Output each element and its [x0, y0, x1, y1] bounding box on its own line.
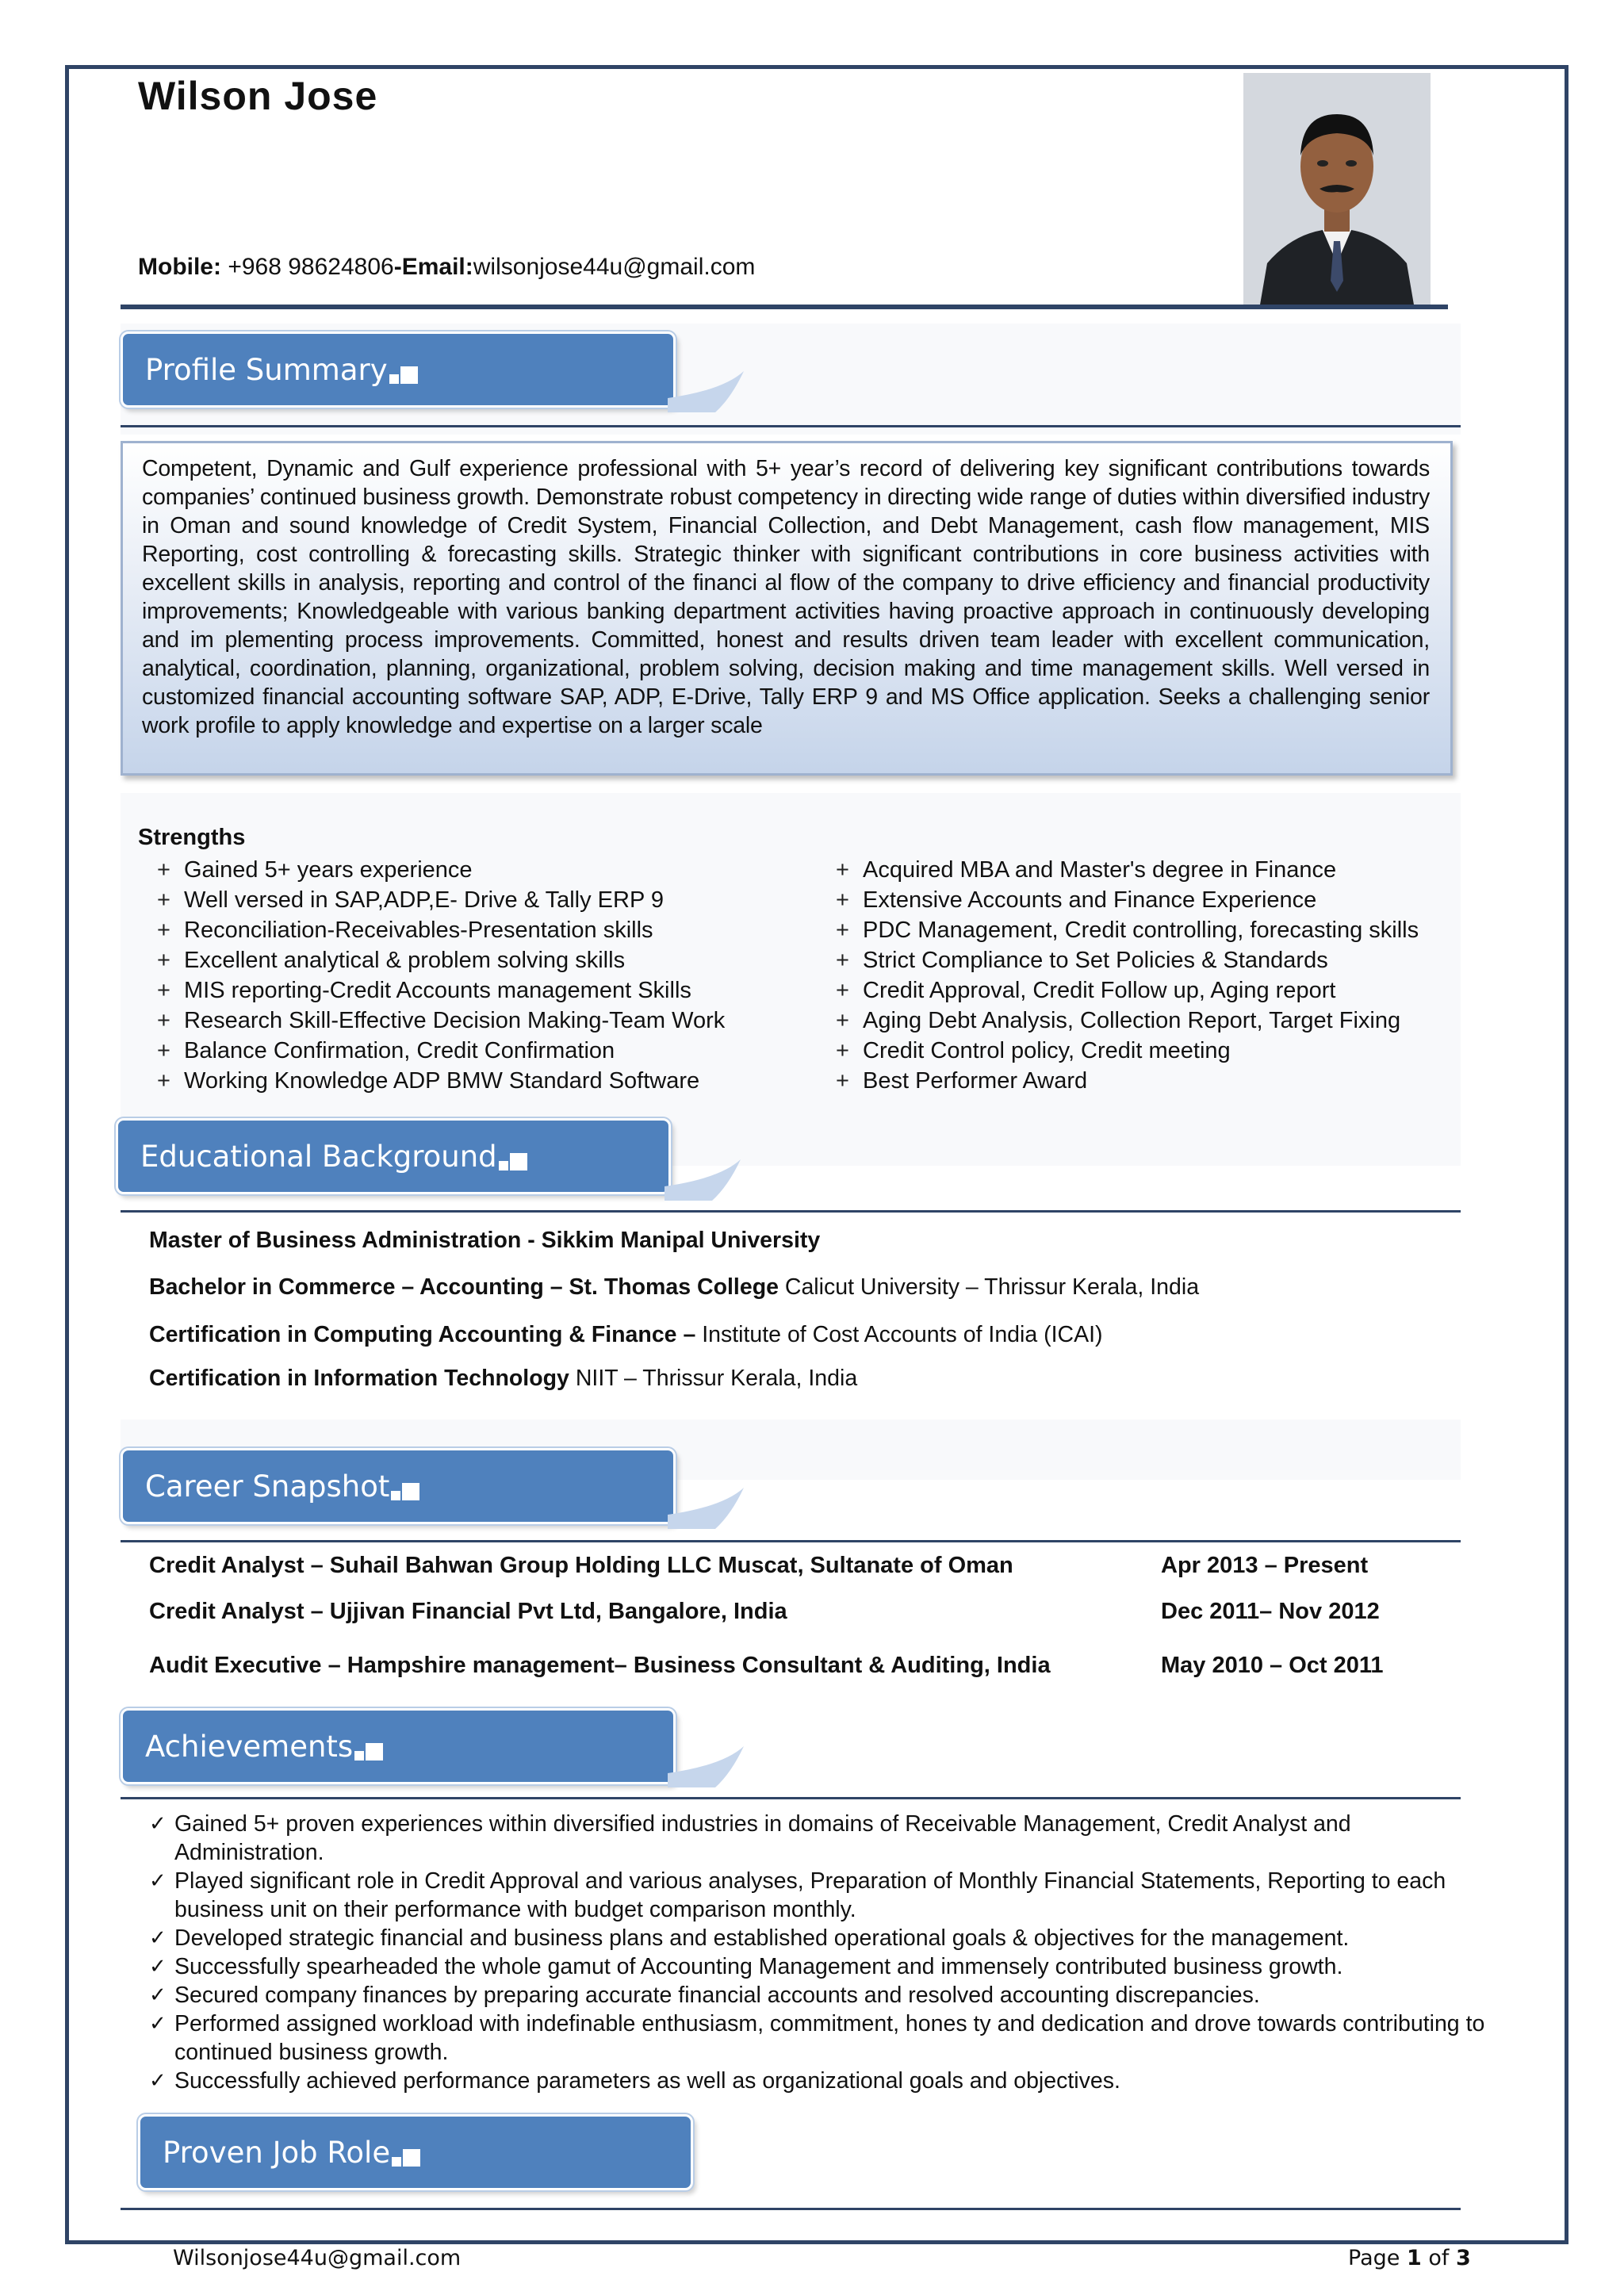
page-label: Page	[1348, 2246, 1407, 2270]
education-entry	[149, 1274, 1199, 1301]
section-title: Educational Background	[140, 1139, 497, 1174]
education-entry	[149, 1366, 857, 1392]
strength-item: + Best Performer Award	[834, 1066, 1419, 1096]
strengths-list-right	[834, 855, 1419, 1096]
bullet-squares-icon	[389, 350, 418, 384]
bullet-squares-icon	[392, 2132, 420, 2167]
section-title: Proven Job Role	[163, 2135, 391, 2170]
contact-line	[138, 254, 755, 281]
achievement-item: ✓ Played significant role in Credit Approval and various analyses, Preparation of Monthly Financial Statements, Reporting to each business unit on their performance with budget comparison monthly.	[149, 1867, 1497, 1924]
footer-email: Wilsonjose44u@gmail.com	[173, 2246, 462, 2270]
strengths-list-left	[155, 855, 725, 1096]
education-entry	[149, 1322, 1103, 1348]
education-degree: Certification in Information Technology	[149, 1366, 569, 1391]
strength-item: + Research Skill-Effective Decision Making-Team Work	[155, 1006, 725, 1036]
achievement-item: ✓ Successfully spearheaded the whole gamut of Accounting Management and immensely contributed business growth.	[149, 1952, 1497, 1981]
strength-item: + Credit Control policy, Credit meeting	[834, 1036, 1419, 1066]
achievement-item: ✓ Secured company finances by preparing accurate financial accounts and resolved accounting discrepancies.	[149, 1981, 1497, 2010]
strength-item: + Balance Confirmation, Credit Confirmation	[155, 1036, 725, 1066]
tab-tail-icon	[668, 366, 744, 414]
page-number	[1348, 2246, 1471, 2270]
page-of: of	[1421, 2246, 1456, 2270]
education-entry	[149, 1228, 820, 1254]
education-degree: Master of Business Administration - Sikkim Manipal University	[149, 1228, 821, 1253]
section-title: Career Snapshot	[145, 1469, 390, 1504]
section-divider	[121, 1540, 1461, 1542]
section-header-educational-background	[116, 1118, 671, 1194]
strength-item: + Extensive Accounts and Finance Experience	[834, 885, 1419, 915]
strengths-title: Strengths	[138, 825, 246, 850]
achievement-item: ✓ Developed strategic financial and business plans and established operational goals & objectives for the management.	[149, 1924, 1497, 1952]
strength-item: + Credit Approval, Credit Follow up, Aging report	[834, 975, 1419, 1006]
career-role: Audit Executive – Hampshire management– Business Consultant & Auditing, India	[149, 1653, 1051, 1678]
achievements-list	[149, 1810, 1497, 2095]
mobile-label: Mobile:	[138, 254, 221, 280]
section-header-proven-job-role	[138, 2114, 693, 2190]
achievement-item: ✓ Successfully achieved performance parameters as well as organizational goals and objectives.	[149, 2067, 1497, 2095]
page-total: 3	[1455, 2246, 1471, 2270]
career-dates: May 2010 – Oct 2011	[1161, 1653, 1384, 1678]
candidate-name: Wilson Jose	[138, 74, 378, 118]
profile-photo	[1243, 73, 1431, 309]
strength-item: + Aging Debt Analysis, Collection Report, Target Fixing	[834, 1006, 1419, 1036]
strength-item: + Acquired MBA and Master's degree in Finance	[834, 855, 1419, 885]
tab-tail-icon	[668, 1741, 744, 1789]
career-dates: Dec 2011– Nov 2012	[1161, 1599, 1380, 1624]
section-header-achievements	[121, 1708, 676, 1784]
strength-item: + Working Knowledge ADP BMW Standard Software	[155, 1066, 725, 1096]
career-dates: Apr 2013 – Present	[1161, 1553, 1369, 1578]
bullet-squares-icon	[354, 1726, 383, 1761]
education-institution: Institute of Cost Accounts of India (ICAI)	[695, 1322, 1103, 1347]
strength-item: + Excellent analytical & problem solving skills	[155, 945, 725, 975]
section-divider	[121, 2208, 1461, 2210]
achievement-item: ✓ Gained 5+ proven experiences within diversified industries in domains of Receivable Management, Credit Analyst and Administration.	[149, 1810, 1497, 1867]
education-degree: Bachelor in Commerce – Accounting – St. Thomas College	[149, 1274, 779, 1300]
education-institution: NIIT – Thrissur Kerala, India	[569, 1366, 858, 1391]
email-label: -Email:	[393, 254, 473, 280]
section-divider	[121, 1210, 1461, 1213]
career-role: Credit Analyst – Suhail Bahwan Group Holding LLC Muscat, Sultanate of Oman	[149, 1553, 1013, 1578]
bullet-squares-icon	[499, 1136, 527, 1170]
strength-item: + PDC Management, Credit controlling, forecasting skills	[834, 915, 1419, 945]
tab-tail-icon	[665, 1155, 741, 1202]
strength-item: + Well versed in SAP,ADP,E- Drive & Tally ERP 9	[155, 885, 725, 915]
section-divider	[121, 425, 1461, 427]
header-divider	[121, 305, 1448, 309]
section-title: Achievements	[145, 1729, 354, 1764]
profile-summary-box	[121, 441, 1453, 776]
achievement-item: ✓ Performed assigned workload with indefinable enthusiasm, commitment, hones ty and dedication and drove towards contributing to continued business growth.	[149, 2010, 1497, 2067]
strength-item: + Gained 5+ years experience	[155, 855, 725, 885]
strength-item: + MIS reporting-Credit Accounts management Skills	[155, 975, 725, 1006]
strength-item: + Strict Compliance to Set Policies & Standards	[834, 945, 1419, 975]
education-institution: Calicut University – Thrissur Kerala, India	[778, 1274, 1200, 1300]
section-title: Profile Summary	[145, 352, 388, 387]
page-current: 1	[1406, 2246, 1422, 2270]
profile-summary-text: Competent, Dynamic and Gulf experience professional with 5+ year’s record of delivering key significant contributions towards companies’ continued business growth. Demonstrate robust competency in directing wide range of duties within diversified industry in Oman and sound knowledge of Credit System, Financial Collection, and Debt Management, cash flow management, MIS Reporting, cost controlling & forecasting skills. Strategic thinker with significant contributions in core business activities with excellent skills in analysis, reporting and control of the financi al flow of the company to drive efficiency and financial productivity improvements; Knowledgeable with various banking department activities having proactive approach in continuously developing and im plementing process improvements. Committed, honest and results driven team leader with excellent communication, analytical, coordination, planning, organizational, problem solving, decision making and time management skills. Well versed in customized financial accounting software SAP, ADP, E-Drive, Tally ERP 9 and MS Office application. Seeks a challenging senior work profile to apply knowledge and expertise on a larger scale	[142, 456, 1430, 738]
strength-item: + Reconciliation-Receivables-Presentation skills	[155, 915, 725, 945]
tab-tail-icon	[668, 1483, 744, 1531]
education-degree: Certification in Computing Accounting & Finance –	[149, 1322, 696, 1347]
career-role: Credit Analyst – Ujjivan Financial Pvt Ltd, Bangalore, India	[149, 1599, 787, 1624]
section-divider	[121, 1797, 1461, 1799]
section-header-profile-summary	[121, 331, 676, 408]
portrait-image	[1243, 73, 1431, 309]
mobile-value: +968 98624806	[221, 254, 394, 280]
bullet-squares-icon	[391, 1466, 419, 1500]
section-header-career-snapshot	[121, 1448, 676, 1524]
email-value: wilsonjose44u@gmail.com	[473, 254, 756, 280]
